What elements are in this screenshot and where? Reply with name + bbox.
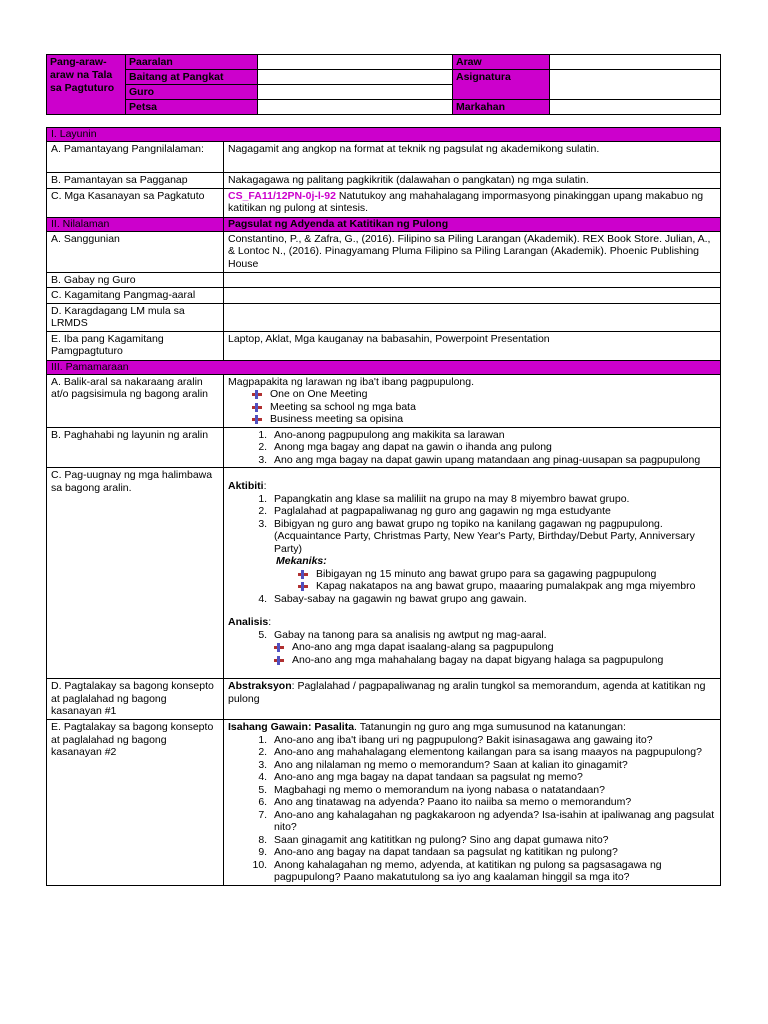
- bullet-arrow-icon: [252, 415, 262, 424]
- list-item: 1. Papangkatin ang klase sa maliliit na grupo na may 8 miyembro bawat grupo.: [270, 493, 716, 506]
- label-gabay: B. Gabay ng Guro: [47, 272, 224, 288]
- label-asignatura: Asignatura: [453, 70, 550, 100]
- list-item: 10. Anong kahalagahan ng memo, adyenda, at katitikan ng pulong sa pagsasagawa ng pagpupulong? Paano makatutulong sa iyo ang kaalaman hinggil sa mga ito?: [270, 859, 716, 884]
- list-item: Ano-ano ang mga mahahalang bagay na dapat bigyang halaga sa pagpupulong: [272, 654, 716, 667]
- field-araw[interactable]: [550, 55, 721, 70]
- label-karagdagang: D. Karagdagang LM mula sa LRMDS: [47, 303, 224, 331]
- list-item: 5. Gabay na tanong para sa analisis ng awtput ng mag-aaral.: [270, 629, 716, 642]
- balik-aral-list: [228, 388, 716, 426]
- value-pagtalakay-2: Isahang Gawain: Pasalita. Tatanungin ng guro ang mga sumusunod na katanungan: 1. Ano-ano ang iba't ibang uri ng pagpupulong? Bakit isinasagawa ang gawaing ito? 2. Ano-ano ang mahahalagang elementong kailangan para sa isang maayos na pagpupulong? 3. Ano ang nilalaman ng memo o memorandum? Saan at kalian ito ginagamit? 4. Ano-ano ang mga bagay na dapat tandaan sa pagsulat ng memo? 5. Magbahagi ng memo o memorandum na iyong nabasa o natatandaan? 6. Ano ang tinatawag na adyenda? Paano ito naiiba sa memo o memorandum? 7. Ano-ano ang kahalagahan ng pagkakaroon ng adyenda? Isa-isahin at ipaliwanag ang pagsulat nito? 8. Saan ginagamit ang katititkan ng pulong? Sino ang dapat gumawa nito? 9. Ano-ano ang bagay na dapat tandaan sa pagsulat ng katitikan ng pulong? 10. Anong kahalagahan ng memo, adyenda, at katitikan ng pulong sa pagsasagawa ng pagpupulong? Paano makatutulong sa iyo ang kaalaman hinggil sa mga ito?: [224, 720, 721, 886]
- label-iba-pang: E. Iba pang Kagamitang Pamgpagtuturo: [47, 331, 224, 360]
- value-nilalaman: Pagsulat ng Adyenda at Katitikan ng Pulong: [224, 217, 721, 231]
- paghahabi-list: [228, 429, 716, 467]
- value-pamantayang: Nagagamit ang angkop na format at teknik ng pagsulat ng akademikong sulatin.: [224, 142, 721, 173]
- value-balik-aral: [224, 374, 721, 427]
- header-table: [46, 54, 721, 115]
- label-sanggunian: A. Sanggunian: [47, 231, 224, 272]
- analisis-list: [228, 629, 716, 642]
- value-kasanayan: [224, 188, 721, 217]
- list-item: 2. Paglalahad at pagpapaliwanag ng guro ang gagawin ng mga estudyante: [270, 505, 716, 518]
- label-petsa: Petsa: [126, 100, 258, 115]
- list-item: 2. Ano-ano ang mahahalagang elementong kailangan para sa isang maayos na pagpupulong?: [270, 746, 716, 759]
- label-baitang: Baitang at Pangkat: [126, 70, 258, 85]
- label-paaralan: Paaralan: [126, 55, 258, 70]
- mekaniks-list: [228, 568, 716, 593]
- bullet-arrow-icon: [274, 656, 284, 665]
- aktibiti-list: [228, 493, 716, 556]
- value-sanggunian: Constantino, P., & Zafra, G., (2016). Filipino sa Piling Larangan (Akademik). REX Book Store. Julian, A., & Lontoc N., (2016). Pinagyamang Pluma Filipino sa Piling Larangan (Akademik). Phoenic Publishing House: [224, 231, 721, 272]
- analisis-label: Analisis: [228, 616, 269, 628]
- list-item: Bibigayan ng 15 minuto ang bawat grupo para sa gagawing pagpupulong: [296, 568, 716, 581]
- label-balik-aral: A. Balik-aral sa nakaraang aralin at/o pagsisimula ng bagong aralin: [47, 374, 224, 427]
- lesson-table: [46, 127, 721, 886]
- field-guro[interactable]: [258, 85, 453, 100]
- value-karagdagang: [224, 303, 721, 331]
- label-kasanayan: C. Mga Kasanayan sa Pagkatuto: [47, 188, 224, 217]
- list-item: 7. Ano-ano ang kahalagahan ng pagkakaroon ng adyenda? Isa-isahin at ipaliwanag ang pagsulat nito?: [270, 809, 716, 834]
- list-item: 1. Ano-anong pagpupulong ang makikita sa larawan: [270, 429, 716, 442]
- list-item: 3. Ano ang nilalaman ng memo o memorandum? Saan at kalian ito ginagamit?: [270, 759, 716, 772]
- list-item: 4. Sabay-sabay na gagawin ng bawat grupo ang gawain.: [270, 593, 716, 606]
- value-kagamitang: [224, 288, 721, 304]
- list-item: 8. Saan ginagamit ang katititkan ng pulong? Sino ang dapat gumawa nito?: [270, 834, 716, 847]
- list-item: 5. Magbahagi ng memo o memorandum na iyong nabasa o natatandaan?: [270, 784, 716, 797]
- bullet-arrow-icon: [252, 403, 262, 412]
- bullet-arrow-icon: [298, 582, 308, 591]
- field-petsa[interactable]: [258, 100, 453, 115]
- bullet-arrow-icon: [252, 390, 262, 399]
- field-paaralan[interactable]: [258, 55, 453, 70]
- list-item: Ano-ano ang mga dapat isaalang-alang sa pagpupulong: [272, 641, 716, 654]
- bullet-arrow-icon: [298, 570, 308, 579]
- competency-text: Natutukoy ang mahahalagang impormasyong pinakinggan upang makabuo ng katitikan ng pulong at sintesis.: [228, 189, 704, 214]
- isahang-gawain-label: Isahang Gawain: Pasalita: [228, 721, 355, 733]
- field-asignatura[interactable]: [550, 70, 721, 100]
- list-item: 6. Ano ang tinatawag na adyenda? Paano ito naiiba sa memo o memorandum?: [270, 796, 716, 809]
- section-layunin: I. Layunin: [47, 128, 721, 142]
- list-item: 2. Anong mga bagay ang dapat na gawin o ihanda ang pulong: [270, 441, 716, 454]
- label-pamantayang: A. Pamantayang Pangnilalaman:: [47, 142, 224, 173]
- value-paghahabi: [224, 427, 721, 468]
- label-guro: Guro: [126, 85, 258, 100]
- value-pagganap: Nakagagawa ng palitang pagkikritik (dalawahan o pangkatan) ng mga sulatin.: [224, 173, 721, 189]
- mekaniks-label: Mekaniks:: [276, 555, 327, 567]
- list-item: 3. Bibigyan ng guro ang bawat grupo ng topiko na kanilang gagawan ng pagpupulong. (Acquaintance Party, Christmas Party, New Year's Party, Birthday/Debut Party, Anniversary Party): [270, 518, 716, 556]
- balik-aral-intro: Magpapakita ng larawan ng iba't ibang pagpupulong.: [228, 375, 475, 388]
- analisis-sublist: [228, 641, 716, 666]
- label-paghahabi: B. Paghahabi ng layunin ng aralin: [47, 427, 224, 468]
- list-item: 4. Ano-ano ang mga bagay na dapat tandaan sa pagsulat ng memo?: [270, 771, 716, 784]
- label-pagganap: B. Pamantayan sa Pagganap: [47, 173, 224, 189]
- doc-title: Pang-araw-araw na Tala sa Pagtuturo: [47, 55, 126, 115]
- value-iba-pang: Laptop, Aklat, Mga kauganay na babasahin, Powerpoint Presentation: [224, 331, 721, 360]
- field-markahan[interactable]: [550, 100, 721, 115]
- competency-code: CS_FA11/12PN-0j-l-92: [228, 189, 336, 202]
- list-item: 3. Ano ang mga bagay na dapat gawin upang matandaan ang pinag-uusapan sa pagpupulong: [270, 454, 716, 467]
- tanong-list: [228, 734, 716, 884]
- value-gabay: [224, 272, 721, 288]
- label-pagtalakay-1: D. Pagtalakay sa bagong konsepto at paglalahad ng bagong kasanayan #1: [47, 679, 224, 720]
- list-item: 9. Ano-ano ang bagay na dapat tandaan sa pagsulat ng katitikan ng pulong?: [270, 846, 716, 859]
- value-pagtalakay-1: Abstraksyon: Paglalahad / pagpapaliwanag ng aralin tungkol sa memorandum, agenda at katitikan ng pulong: [224, 679, 721, 720]
- label-pag-uugnay: C. Pag-uugnay ng mga halimbawa sa bagong aralin.: [47, 468, 224, 679]
- bullet-arrow-icon: [274, 643, 284, 652]
- list-item: Kapag nakatapos na ang bawat grupo, maaaring pumalakpak ang mga miyembro: [296, 580, 716, 593]
- field-baitang[interactable]: [258, 70, 453, 85]
- list-item: Business meeting sa opisina: [250, 413, 716, 426]
- aktibiti-list-cont: [228, 593, 716, 606]
- label-markahan: Markahan: [453, 100, 550, 115]
- section-nilalaman: II. Nilalaman: [47, 217, 224, 231]
- section-pamamaraan: III. Pamamaraan: [47, 360, 721, 374]
- list-item: 1. Ano-ano ang iba't ibang uri ng pagpupulong? Bakit isinasagawa ang gawaing ito?: [270, 734, 716, 747]
- list-item: One on One Meeting: [250, 388, 716, 401]
- list-item: Meeting sa school ng mga bata: [250, 401, 716, 414]
- label-araw: Araw: [453, 55, 550, 70]
- value-pag-uugnay: Aktibiti: 1. Papangkatin ang klase sa maliliit na grupo na may 8 miyembro bawat grupo. 2. Paglalahad at pagpapaliwanag ng guro ang gagawin ng mga estudyante 3. Bibigyan ng guro ang bawat grupo ng topiko na kanilang gagawan ng pagpupulong. (Acquaintance Party, Christmas Party, New Year's Party, Birthday/Debut Party, Anniversary Party) Mekaniks: Bibigayan ng 15 minuto ang bawat grupo para sa gagawing pagpupulong Kapag nakatapos na ang bawat grupo, maaaring pumalakpak ang mga miyembro 4. Sabay-sabay na gagawin ng bawat grupo ang gawain. Analisis: 5. Gabay na tanong para sa analisis ng awtput ng mag-aaral. Ano-ano ang mga dapat isaalang-alang sa pagpupulong Ano-ano ang mga mahahalang bagay na dapat bigyang halaga sa pagpupulong: [224, 468, 721, 679]
- label-pagtalakay-2: E. Pagtalakay sa bagong konsepto at paglalahad ng bagong kasanayan #2: [47, 720, 224, 886]
- abstraksyon-label: Abstraksyon: [228, 680, 292, 692]
- aktibiti-label: Aktibiti: [228, 480, 264, 492]
- label-kagamitang: C. Kagamitang Pangmag-aaral: [47, 288, 224, 304]
